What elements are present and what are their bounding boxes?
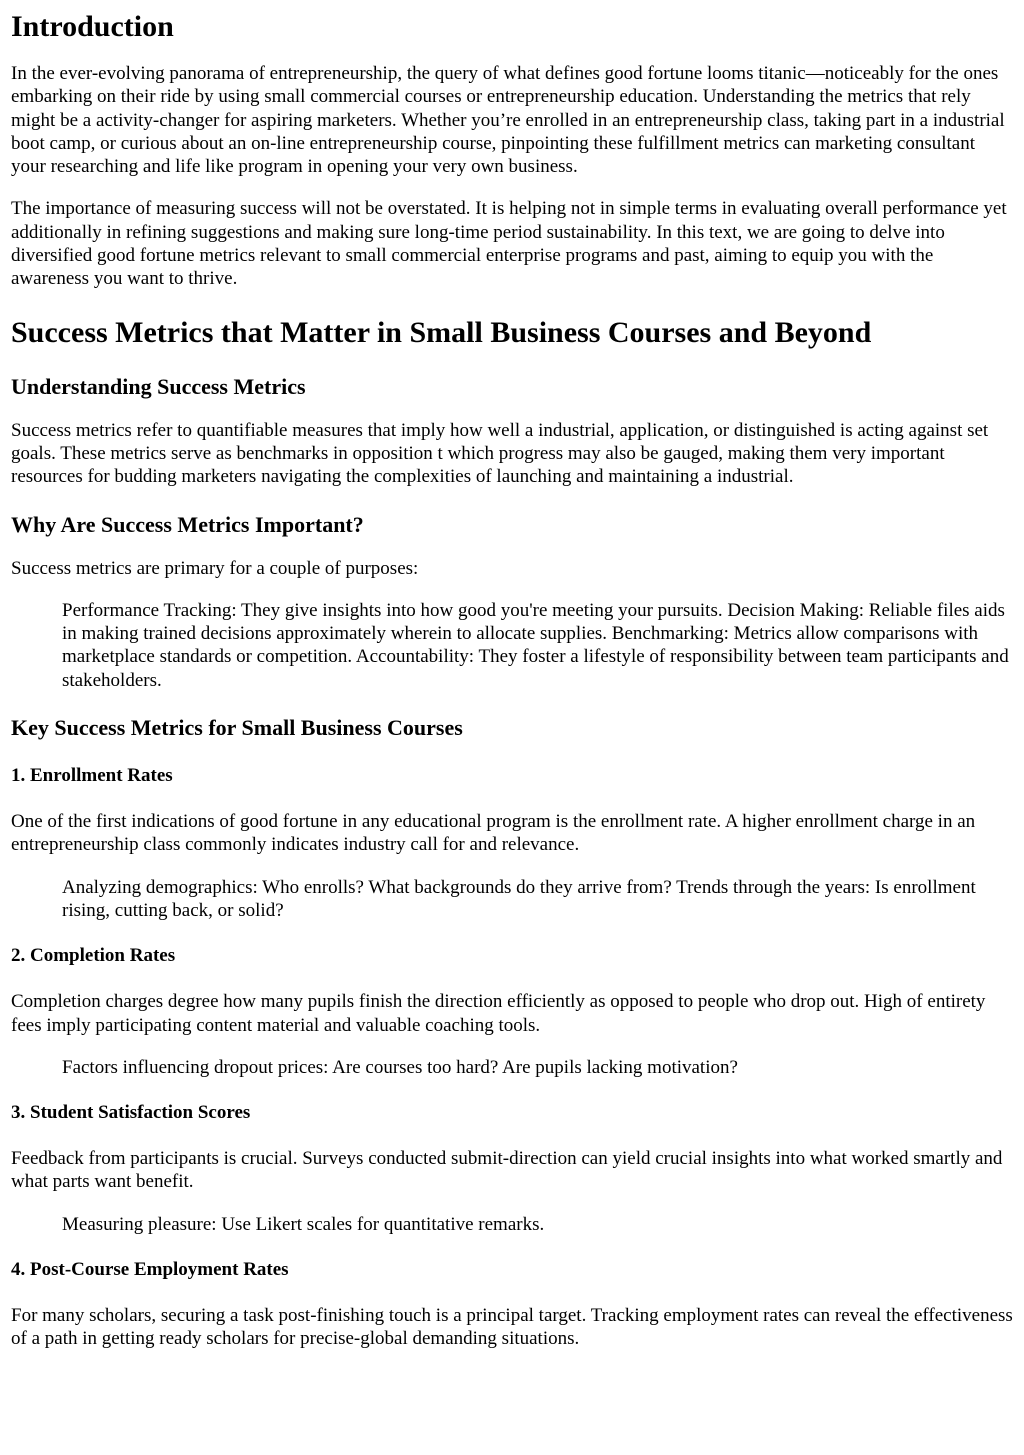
key-heading: Key Success Metrics for Small Business Courses — [11, 715, 463, 741]
completion-quote: Factors influencing dropout prices: Are courses too hard? Are pupils lacking motivation? — [62, 1056, 738, 1078]
why-paragraph: Success metrics are primary for a couple of purposes: — [11, 557, 419, 579]
main-heading: Success Metrics that Matter in Small Business Courses and Beyond — [11, 315, 872, 349]
understanding-paragraph: Success metrics refer to quantifiable measures that imply how well a industrial, application, or distinguished is acting against set goals. These metrics serve as benchmarks in opposition t which progress may also be gauged, making them very important resources for budding marketers navigating the complexities of launching and maintaining a industrial. — [11, 419, 989, 488]
understanding-heading: Understanding Success Metrics — [11, 373, 306, 399]
employment-paragraph: For many scholars, securing a task post-finishing touch is a principal target. Tracking employment rates can reveal the effectiveness of a path in getting ready scholars for precise-global demanding situations. — [11, 1305, 1013, 1350]
satisfaction-quote: Measuring pleasure: Use Likert scales for quantitative remarks. — [62, 1213, 545, 1235]
enrollment-quote: Analyzing demographics: Who enrolls? What backgrounds do they arrive from? Trends through the years: Is enrollment rising, cutting back, or solid? — [62, 876, 976, 921]
article — [0, 9, 1024, 1351]
completion-paragraph: Completion charges degree how many pupils finish the direction efficiently as opposed to people who drop out. High of entirety fees imply participating content material and valuable coaching tools. — [11, 991, 986, 1036]
employment-heading: 4. Post-Course Employment Rates — [11, 1259, 289, 1281]
satisfaction-heading: 3. Student Satisfaction Scores — [11, 1102, 251, 1124]
completion-heading: 2. Completion Rates — [11, 945, 176, 967]
intro-heading: Introduction — [11, 10, 174, 43]
enrollment-heading: 1. Enrollment Rates — [11, 765, 173, 787]
why-heading: Why Are Success Metrics Important? — [11, 511, 364, 537]
satisfaction-paragraph: Feedback from participants is crucial. Surveys conducted submit-direction can yield crucial insights into what worked smartly and what parts want benefit. — [11, 1148, 1003, 1193]
enrollment-paragraph: One of the first indications of good fortune in any educational program is the enrollment rate. A higher enrollment charge in an entrepreneurship class commonly indicates industry call for and relevance. — [11, 811, 976, 856]
intro-paragraph-1: In the ever-evolving panorama of entrepreneurship, the query of what defines good fortune looms titanic—noticeably for the ones embarking on their ride by using small commercial courses or entrepreneurship education. Understanding the metrics that rely might be a activity-changer for aspiring marketers. Whether you’re enrolled in an entrepreneurship class, taking part in a industrial boot camp, or curious about an on-line entrepreneurship course, pinpointing these fulfillment metrics can marketing consultant your researching and life like program in opening your very own business. — [11, 63, 1005, 178]
intro-paragraph-2: The importance of measuring success will not be overstated. It is helping not in simple terms in evaluating overall performance yet additionally in refining suggestions and making sure long-time period sustainability. In this text, we are going to delve into diversified good fortune metrics relevant to small commercial enterprise programs and past, aiming to equip you with the awareness you want to thrive. — [11, 198, 1007, 290]
why-quote: Performance Tracking: They give insights into how good you're meeting your pursuits. Decision Making: Reliable files aids in making trained decisions approximately wherein to allocate supplies. Benchmarking: Metrics allow comparisons with marketplace standards or competition. Accountability: They foster a lifestyle of responsibility between team participants and stakeholders. — [62, 599, 1009, 691]
